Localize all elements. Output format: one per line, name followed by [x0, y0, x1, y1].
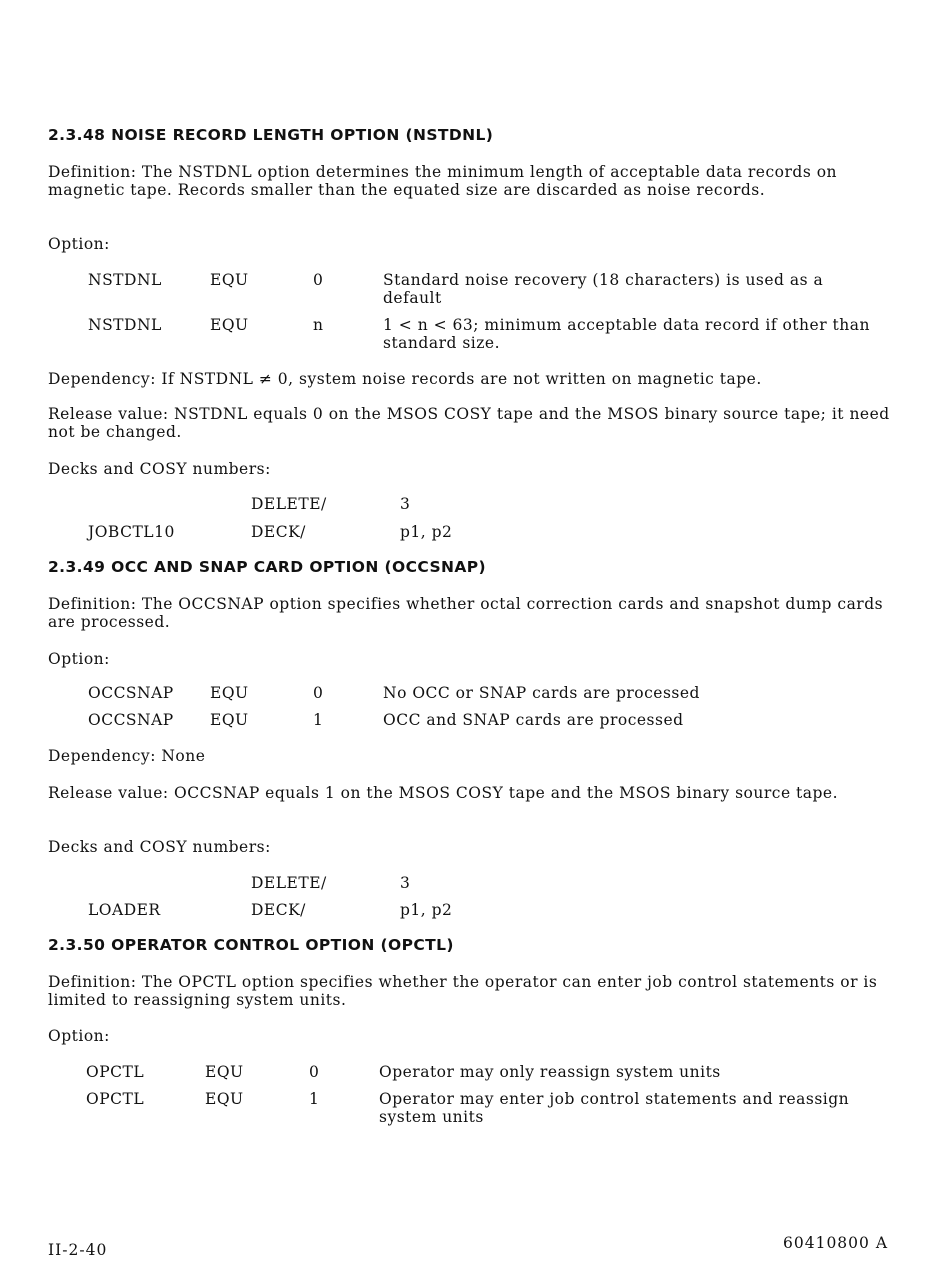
- option-label: Option:: [48, 235, 110, 253]
- delete-label: DELETE/: [251, 495, 327, 513]
- option-label: Option:: [48, 1027, 110, 1045]
- option-desc: No OCC or SNAP cards are processed: [383, 684, 700, 702]
- option-name: OCCSNAP: [88, 711, 174, 729]
- option-value: 1: [309, 1090, 320, 1108]
- option-value: 0: [313, 684, 324, 702]
- option-op: EQU: [210, 316, 249, 334]
- section-heading-occsnap: 2.3.49 OCC AND SNAP CARD OPTION (OCCSNAP): [48, 558, 487, 576]
- document-number: 60410800 A: [783, 1234, 889, 1252]
- deck-label: DECK/: [251, 523, 306, 541]
- option-value: 0: [309, 1063, 320, 1081]
- option-desc: Operator may only reassign system units: [379, 1063, 721, 1081]
- option-desc: Operator may enter job control statements and reassign system units: [379, 1090, 850, 1126]
- definition-occsnap: Definition: The OCCSNAP option specifies whether octal correction cards and snapshot dump cards are processed.: [48, 595, 884, 631]
- option-name: OPCTL: [86, 1090, 145, 1108]
- option-desc: OCC and SNAP cards are processed: [383, 711, 684, 729]
- option-value: 1: [313, 711, 324, 729]
- option-op: EQU: [210, 711, 249, 729]
- release-nstdnl: Release value: NSTDNL equals 0 on the MSOS COSY tape and the MSOS binary source tape; it need not be changed.: [48, 405, 890, 441]
- option-value: n: [313, 316, 324, 334]
- section-heading-nstdnl: 2.3.48 NOISE RECORD LENGTH OPTION (NSTDNL): [48, 126, 494, 144]
- delete-value: 3: [400, 874, 411, 892]
- deck-name: LOADER: [88, 901, 161, 919]
- deck-value: p1, p2: [400, 523, 453, 541]
- page-number: II-2-40: [48, 1241, 108, 1259]
- definition-nstdnl: Definition: The NSTDNL option determines the minimum length of acceptable data records on magnetic tape. Records smaller than the equated size are discarded as noise records.: [48, 163, 838, 199]
- definition-opctl: Definition: The OPCTL option specifies whether the operator can enter job control statements or is limited to reassigning system units.: [48, 973, 878, 1009]
- section-heading-opctl: 2.3.50 OPERATOR CONTROL OPTION (OPCTL): [48, 936, 454, 954]
- option-name: OCCSNAP: [88, 684, 174, 702]
- option-name: OPCTL: [86, 1063, 145, 1081]
- option-op: EQU: [210, 684, 249, 702]
- decks-label: Decks and COSY numbers:: [48, 838, 271, 856]
- option-value: 0: [313, 271, 324, 289]
- option-op: EQU: [205, 1090, 244, 1108]
- release-occsnap: Release value: OCCSNAP equals 1 on the MSOS COSY tape and the MSOS binary source tape.: [48, 784, 839, 802]
- dependency-nstdnl: Dependency: If NSTDNL ≠ 0, system noise records are not written on magnetic tape.: [48, 370, 762, 388]
- option-op: EQU: [210, 271, 249, 289]
- deck-name: JOBCTL10: [88, 523, 175, 541]
- option-desc: 1 < n < 63; minimum acceptable data record if other than standard size.: [383, 316, 870, 352]
- delete-label: DELETE/: [251, 874, 327, 892]
- option-desc: Standard noise recovery (18 characters) is used as a default: [383, 271, 824, 307]
- dependency-occsnap: Dependency: None: [48, 747, 206, 765]
- option-label: Option:: [48, 650, 110, 668]
- delete-value: 3: [400, 495, 411, 513]
- option-name: NSTDNL: [88, 316, 162, 334]
- deck-label: DECK/: [251, 901, 306, 919]
- option-op: EQU: [205, 1063, 244, 1081]
- option-name: NSTDNL: [88, 271, 162, 289]
- deck-value: p1, p2: [400, 901, 453, 919]
- decks-label: Decks and COSY numbers:: [48, 460, 271, 478]
